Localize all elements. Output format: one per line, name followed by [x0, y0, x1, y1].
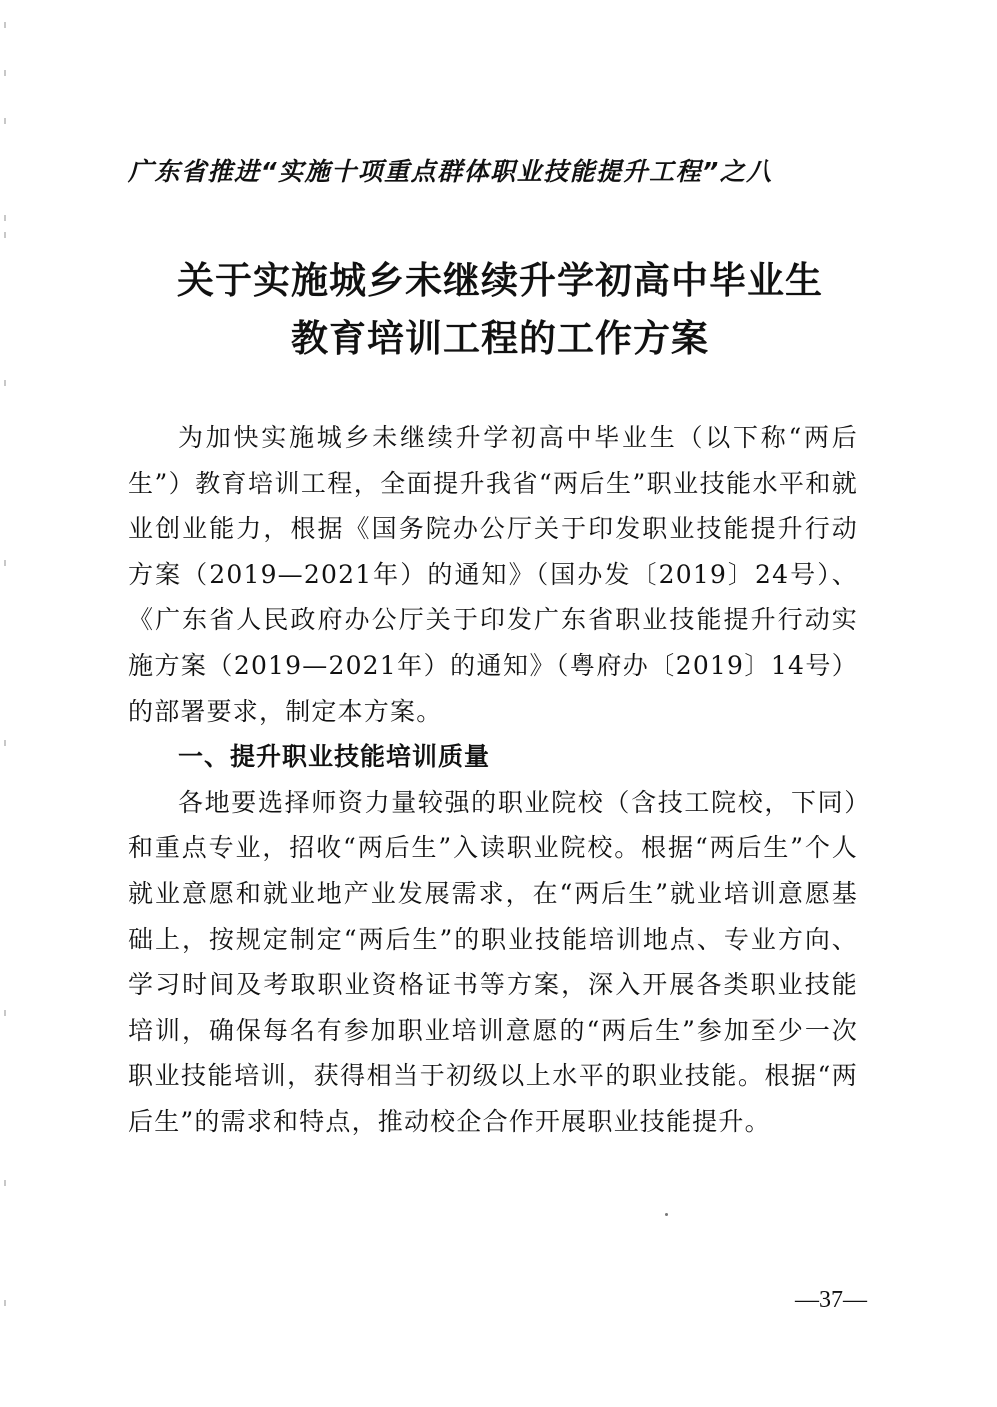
series-header: 广东省推进“实施十项重点群体职业技能提升工程”之八 [128, 157, 773, 186]
section-1-heading: 一、提升职业技能培训质量 [178, 742, 491, 772]
scan-edge-marks [4, 0, 8, 1407]
intro-paragraph: 为加快实施城乡未继续升学初高中毕业生（以下称“两后生”）教育培训工程，全面提升我省“两后生”职业技能水平和就业创业能力，根据《国务院办公厅关于印发职业技能提升行动方案（2019—2021年）的通知》（国办发〔2019〕24号）、《广东省人民政府办公厅关于印发广东省职业技能提升行动实施方案（2019—2021年）的通知》（粤府办〔2019〕14号）的部署要求，制定本方案。 [128, 423, 858, 726]
section-1-paragraph: 各地要选择师资力量较强的职业院校（含技工院校，下同）和重点专业，招收“两后生”入读职业院校。根据“两后生”个人就业意愿和就业地产业发展需求，在“两后生”就业培训意愿基础上，按规定制定“两后生”的职业技能培训地点、专业方向、学习时间及考取职业资格证书等方案，深入开展各类职业技能培训，确保每名有参加职业培训意愿的“两后生”参加至少一次职业技能培训，获得相当于初级以上水平的职业技能。根据“两后生”的需求和特点，推动校企合作开展职业技能提升。 [128, 787, 858, 1136]
document-title [120, 252, 880, 368]
page-number: —37— [795, 1287, 867, 1313]
title-line-1: 关于实施城乡未继续升学初高中毕业生 [177, 259, 823, 302]
scan-speck [665, 1213, 668, 1216]
document-body [128, 415, 858, 1145]
title-line-2: 教育培训工程的工作方案 [291, 317, 709, 360]
